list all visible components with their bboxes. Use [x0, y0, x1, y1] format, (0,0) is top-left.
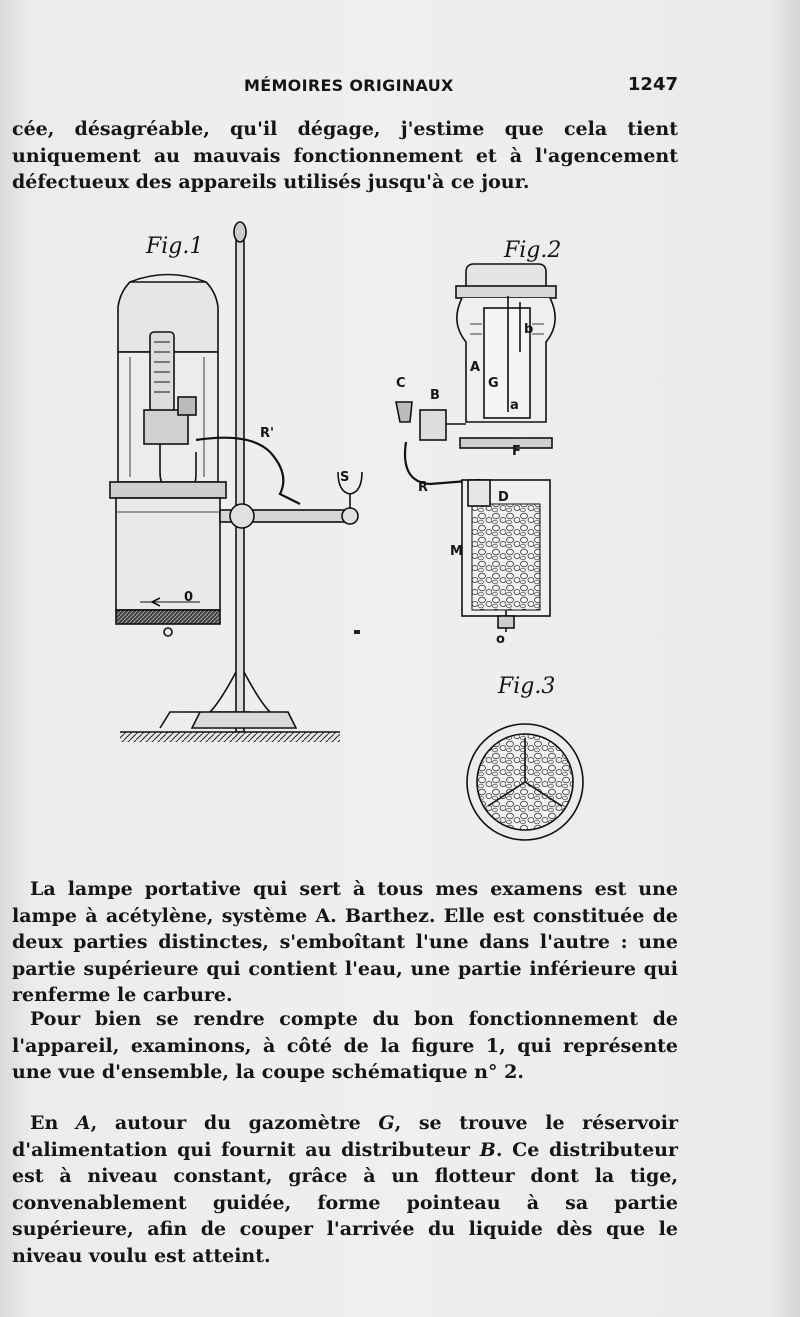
p3-text-4: . Ce distributeur est à niveau constant, grâce à un flotteur dont la tige, convenablement guidée, forme pointeau à sa partie supérieure, afin de couper l'arrivée du liquide dès que le niveau voulu est atteint.: [12, 1138, 678, 1267]
running-title: MÉMOIRES ORIGINAUX: [244, 76, 454, 95]
fig3-caption: Fig.3: [498, 674, 556, 699]
page-header: [14, 76, 678, 100]
label-f: F: [512, 444, 521, 459]
p3-var-a: A: [75, 1112, 91, 1134]
p3-text-1: En: [30, 1112, 76, 1134]
label-c: C: [396, 376, 406, 391]
label-b-small: b: [524, 322, 534, 337]
label-d: D: [498, 490, 509, 505]
p3-text-2: , autour du gazomètre: [90, 1112, 379, 1134]
paragraph-reservoir: [12, 1110, 678, 1269]
paragraph-lamp-description: La lampe portative qui sert à tous mes examens est une lampe à acétylène, système A. Barthez. Elle est constituée de deux parties distinctes, s'emboîtant l'une dans l'autre : une partie supérieure qui contient l'eau, une partie inférieure qui renferme le carbure.: [12, 878, 678, 1006]
fig3-cross-section: [467, 724, 583, 840]
dash-mark: [354, 630, 360, 634]
label-a-small: a: [510, 398, 519, 413]
label-o: o: [496, 632, 505, 647]
figure-lamp-diagrams: [100, 212, 700, 852]
label-r-prime: R': [260, 426, 274, 441]
p3-var-g: G: [378, 1112, 395, 1134]
label-m: M: [450, 544, 463, 559]
paragraph-examination: Pour bien se rendre compte du bon fonctionnement de l'appareil, examinons, à côté de la figure 1, qui représente une vue d'ensemble, la coupe schématique n° 2.: [12, 1008, 678, 1083]
label-s: S: [340, 470, 350, 485]
fig2-caption: Fig.2: [504, 238, 562, 263]
label-a-reservoir: A: [470, 360, 481, 375]
label-zero: 0: [184, 590, 194, 605]
lamp-diagram-drawing: [100, 212, 700, 852]
fig1-caption: Fig.1: [146, 234, 204, 259]
paragraph-continuation: cée, désagréable, qu'il dégage, j'estime que cela tient uniquement au mauvais fonctionnement et à l'agencement défectueux des appareils utilisés jusqu'à ce jour.: [12, 118, 678, 193]
p3-var-b: B: [479, 1138, 496, 1161]
page-number: 1247: [627, 74, 678, 95]
fig2-section: [396, 264, 556, 632]
label-r: R: [418, 480, 429, 495]
fig1-lamp: [110, 222, 362, 742]
label-b-distributor: B: [430, 388, 440, 403]
p3-text-3: , se trouve le réservoir d'alimentation qui fournit au distributeur: [12, 1112, 679, 1161]
label-g-gasometer: G: [488, 376, 499, 391]
